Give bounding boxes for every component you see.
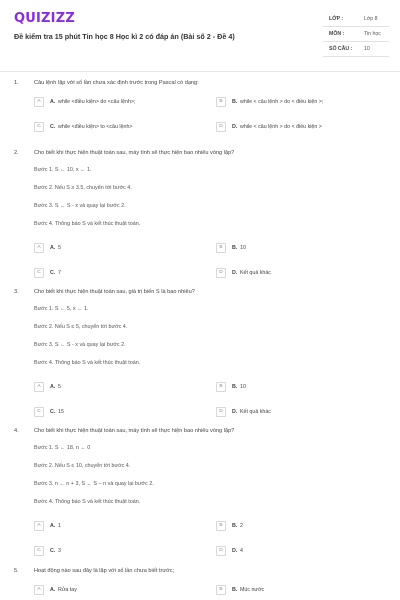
option-b[interactable] — [216, 521, 386, 532]
option-a[interactable] — [34, 585, 204, 596]
option-text: 2 — [240, 523, 243, 529]
option-d[interactable] — [216, 407, 386, 418]
question-number: 2. — [14, 150, 19, 156]
algorithm-step: Bước 1. S ← 5, x ← 1. — [34, 306, 89, 312]
question-text: Câu lệnh lặp với số lần chưa xác định trước trong Pascal có dạng: — [34, 80, 199, 86]
info-row-count — [323, 42, 389, 57]
option-key-box[interactable]: D — [216, 546, 226, 556]
option-text: 4 — [240, 548, 243, 554]
option-text: Rửa tay — [58, 587, 77, 593]
header-divider — [0, 71, 400, 72]
option-key-box[interactable]: C — [34, 268, 44, 278]
info-table — [323, 12, 389, 57]
algorithm-step: Bước 2. Nếu S ≤ 5, chuyển tới bước 4. — [34, 324, 128, 330]
option-b[interactable] — [216, 382, 386, 393]
option-b[interactable] — [216, 97, 386, 108]
option-text: while < câu lệnh > do < điều kiện >; — [240, 99, 324, 105]
option-a[interactable] — [34, 521, 204, 532]
option-letter: C. — [50, 548, 56, 554]
info-value: Lớp 8 — [364, 16, 378, 22]
option-text: while <điều kiện> do <câu lệnh>; — [58, 99, 136, 105]
option-key-box[interactable]: A — [34, 521, 44, 531]
option-letter: B. — [232, 99, 238, 105]
option-letter: D. — [232, 548, 238, 554]
question-text: Cho biết khi thực hiện thuật toán sau, giá trị biến S là bao nhiêu? — [34, 289, 195, 295]
option-letter: C. — [50, 409, 56, 415]
option-text: 5 — [58, 245, 61, 251]
option-letter: A. — [50, 587, 56, 593]
question-number: 5. — [14, 568, 19, 574]
algorithm-step: Bước 1. S ← 10, x ← 1. — [34, 167, 92, 173]
option-key-box[interactable]: C — [34, 407, 44, 417]
option-text: while < câu lệnh > do < điều kiện > — [240, 124, 322, 130]
quizizz-logo: QUIZIZZ — [14, 11, 75, 26]
option-key-box[interactable]: C — [34, 122, 44, 132]
option-key-box[interactable]: A — [34, 243, 44, 253]
info-value: 10 — [364, 46, 370, 52]
option-letter: B. — [232, 384, 238, 390]
info-row-class — [323, 12, 389, 27]
question-number: 4. — [14, 428, 19, 434]
option-key-box[interactable]: D — [216, 122, 226, 132]
option-c[interactable] — [34, 546, 204, 557]
option-text: 5 — [58, 384, 61, 390]
option-letter: D. — [232, 270, 238, 276]
option-a[interactable] — [34, 97, 204, 108]
option-letter: D. — [232, 409, 238, 415]
info-row-subject — [323, 27, 389, 42]
option-letter: B. — [232, 245, 238, 251]
option-key-box[interactable]: A — [34, 585, 44, 595]
option-text: Múc nước — [240, 587, 265, 593]
info-label: LỚP : — [329, 16, 344, 22]
option-letter: C. — [50, 124, 56, 130]
option-text: 7 — [58, 270, 61, 276]
option-key-box[interactable]: D — [216, 407, 226, 417]
option-d[interactable] — [216, 268, 386, 279]
option-text: Kết quả khác — [240, 409, 271, 415]
option-c[interactable] — [34, 122, 204, 133]
question-text: Cho biết khi thực hiện thuật toán sau, máy tính sẽ thực hiện bao nhiêu vòng lặp? — [34, 428, 235, 434]
option-letter: B. — [232, 587, 238, 593]
option-letter: C. — [50, 270, 56, 276]
algorithm-step: Bước 1. S ← 18, n ← 0 — [34, 445, 91, 451]
document-title: Đề kiểm tra 15 phút Tin học 8 Học kì 2 có đáp án (Bài số 2 - Đề 4) — [14, 32, 235, 41]
option-letter: D. — [232, 124, 238, 130]
option-text: 10 — [240, 384, 246, 390]
option-c[interactable] — [34, 268, 204, 279]
info-label: MÔN : — [329, 31, 345, 37]
option-key-box[interactable]: B — [216, 243, 226, 253]
option-letter: A. — [50, 384, 56, 390]
option-text: 15 — [58, 409, 64, 415]
algorithm-step: Bước 3. S ← S - x và quay lại bước 2. — [34, 342, 126, 348]
option-letter: A. — [50, 245, 56, 251]
question-number: 1. — [14, 80, 19, 86]
option-key-box[interactable]: B — [216, 585, 226, 595]
option-b[interactable] — [216, 585, 386, 596]
option-key-box[interactable]: A — [34, 382, 44, 392]
algorithm-step: Bước 4. Thông báo S và kết thúc thuật toán. — [34, 360, 141, 366]
algorithm-step: Bước 4. Thông báo S và kết thúc thuật toán. — [34, 221, 141, 227]
option-a[interactable] — [34, 382, 204, 393]
algorithm-step: Bước 2. Nếu S ≤ 10, chuyển tới bước 4. — [34, 463, 131, 469]
option-letter: A. — [50, 99, 56, 105]
question-number: 3. — [14, 289, 19, 295]
option-text: 1 — [58, 523, 61, 529]
option-key-box[interactable]: B — [216, 382, 226, 392]
option-key-box[interactable]: B — [216, 521, 226, 531]
option-text: 10 — [240, 245, 246, 251]
algorithm-step: Bước 2. Nếu S ≥ 3.5, chuyển tới bước 4. — [34, 185, 132, 191]
algorithm-step: Bước 4. Thông báo S và kết thúc thuật toán. — [34, 499, 141, 505]
option-d[interactable] — [216, 122, 386, 133]
option-c[interactable] — [34, 407, 204, 418]
option-b[interactable] — [216, 243, 386, 254]
algorithm-step: Bước 3. n ← n + 3, S ← S − n và quay lại bước 2. — [34, 481, 154, 487]
option-text: 3 — [58, 548, 61, 554]
option-text: while <điều kiện> to <câu lệnh> — [58, 124, 133, 130]
info-label: SỐ CÂU : — [329, 46, 353, 52]
option-key-box[interactable]: D — [216, 268, 226, 278]
option-key-box[interactable]: B — [216, 97, 226, 107]
info-value: Tin học — [364, 31, 381, 37]
algorithm-step: Bước 3. S ← S - x và quay lại bước 2. — [34, 203, 126, 209]
option-key-box[interactable]: A — [34, 97, 44, 107]
question-text: Hoạt động nào sau đây là lặp với số lần chưa biết trước; — [34, 568, 175, 574]
option-key-box[interactable]: C — [34, 546, 44, 556]
document-header — [0, 0, 400, 72]
option-a[interactable] — [34, 243, 204, 254]
option-letter: A. — [50, 523, 56, 529]
option-text: Kết quả khác — [240, 270, 271, 276]
option-letter: B. — [232, 523, 238, 529]
option-d[interactable] — [216, 546, 386, 557]
question-text: Cho biết khi thực hiện thuật toán sau, máy tính sẽ thực hiện bao nhiêu vòng lặp? — [34, 150, 235, 156]
